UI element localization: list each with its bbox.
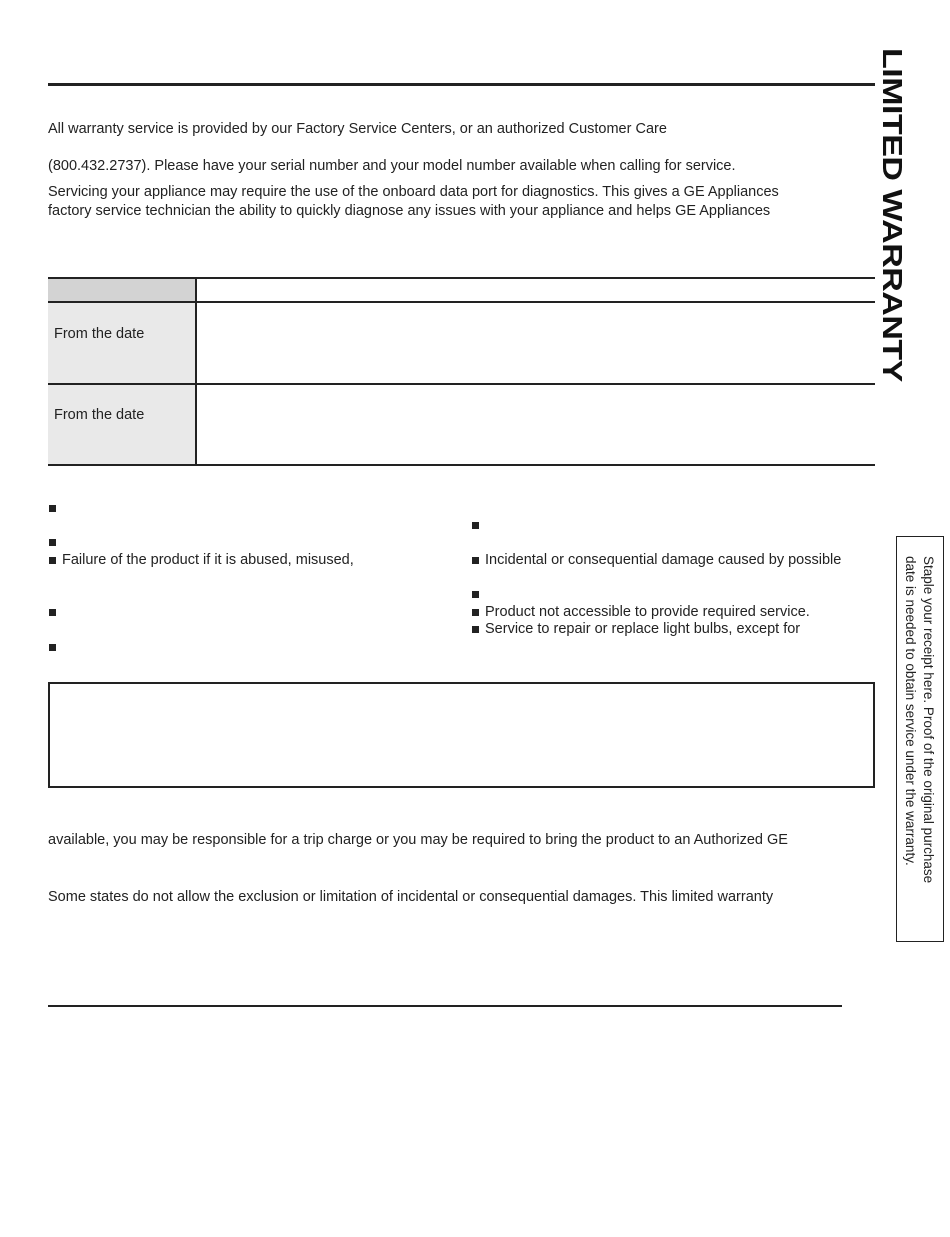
notice-box [48,682,875,788]
bullet-icon [49,609,56,616]
table-period-cell [48,384,195,464]
bullet-icon [472,609,479,616]
table-top-rule [48,277,875,279]
table-bottom-rule [48,464,875,466]
states-text: Some states do not allow the exclusion or limitation of incidental or consequential damages. This limited warranty [48,889,774,905]
bullet-icon [472,591,479,598]
table-column-divider [195,277,197,466]
bullet-icon [49,539,56,546]
bottom-rule [48,1005,842,1007]
table-header-rule [48,301,875,303]
intro-line-3: Servicing your appliance may require the use of the onboard data port for diagnostics. This gives a GE Appliances [48,184,779,200]
exclusion-item-access: Product not accessible to provide required service. [485,604,810,620]
receipt-instructions [902,556,936,883]
page-title: LIMITED WARRANTY [876,48,908,382]
table-row-rule [48,383,875,385]
bullet-icon [49,557,56,564]
bullet-icon [49,505,56,512]
intro-line-1: All warranty service is provided by our Factory Service Centers, or an authorized Customer Care [48,121,667,137]
intro-line-4: factory service technician the ability to quickly diagnose any issues with your appliance and helps GE Appliances [48,203,771,219]
exclusion-item-incidental: Incidental or consequential damage caused by possible [485,552,842,568]
table-row-period: From the date [54,326,145,342]
trip-charge-text: available, you may be responsible for a trip charge or you may be required to bring the product to an Authorized GE [48,832,788,848]
table-period-cell [48,303,195,383]
exclusion-item-failure: Failure of the product if it is abused, misused, [62,552,354,568]
table-header-cell [48,278,195,302]
bullet-icon [472,522,479,529]
receipt-line-2: date is needed to obtain service under the warranty. [903,556,918,866]
exclusion-item-bulbs: Service to repair or replace light bulbs, except for [485,621,801,637]
bullet-icon [49,644,56,651]
table-row-period: From the date [54,407,145,423]
bullet-icon [472,626,479,633]
bullet-icon [472,557,479,564]
intro-line-2: (800.432.2737). Please have your serial number and your model number available when calling for service. [48,158,736,174]
receipt-line-1: Staple your receipt here. Proof of the original purchase [921,556,936,884]
top-rule [48,83,875,86]
